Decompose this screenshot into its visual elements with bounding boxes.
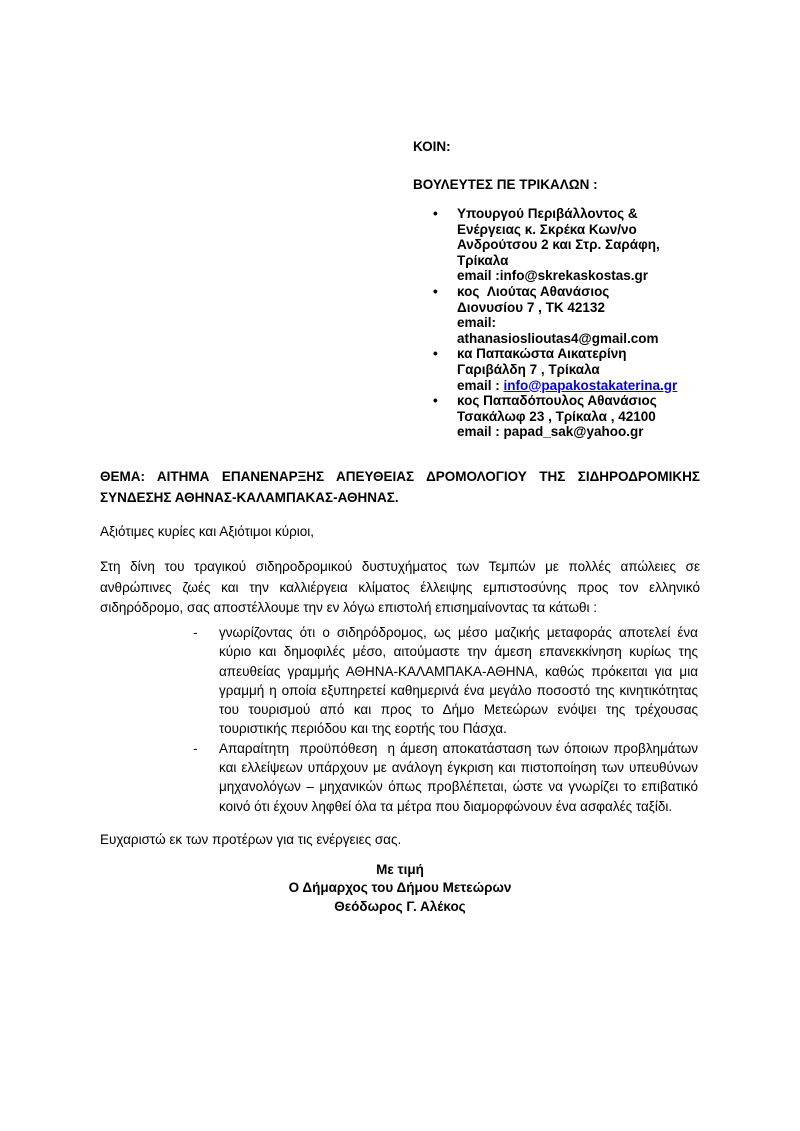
dash-icon: - bbox=[193, 625, 198, 640]
bullet-icon: • bbox=[433, 393, 438, 409]
recipient-item bbox=[413, 206, 703, 284]
recipient-email: email : papad_sak@yahoo.gr bbox=[457, 424, 644, 440]
recipient-list bbox=[413, 206, 703, 440]
recipient-line: Τσακάλωφ 23 , Τρίκαλα , 42100 bbox=[457, 408, 656, 424]
point-item bbox=[193, 623, 698, 739]
salutation: Αξιότιμες κυρίες και Αξιότιμοι κύριοι, bbox=[100, 524, 315, 539]
recipient-line: κος Λιούτας Αθανάσιος bbox=[457, 283, 610, 299]
signature-salute: Με τιμή bbox=[376, 862, 424, 877]
point-text: γνωρίζοντας ότι ο σιδηρόδρομος, ως μέσο μαζικής μεταφοράς αποτελεί ένα κύριο και δημοφιλές μέσο, αιτούμαστε την άμεση επανεκκίνηση κυρίως της απευθείας γραμμής ΑΘΗΝΑ-ΚΑΛΑΜΠΑΚΑ-ΑΘΗΝΑ, καθώς πρόκειται για μια γραμμή η οποία εξυπηρετεί καθημερινά ένα μεγάλο ποσοστό της κινητικότητας του τουρισμού από και προς το Δήμο Μετεώρων ενόψει της τρέχουσας τουριστικής περιόδου και της εορτής του Πάσχα. bbox=[219, 625, 698, 737]
recipient-email: email :info@skrekaskostas.gr bbox=[457, 268, 648, 284]
cc-block bbox=[413, 139, 703, 440]
email-link[interactable]: info@papakostakaterina.gr bbox=[503, 377, 678, 393]
bullet-icon: • bbox=[433, 206, 438, 221]
point-item bbox=[193, 739, 698, 816]
recipient-line: Γαριβάλδη 7 , Τρίκαλα bbox=[457, 361, 600, 377]
cc-label: ΚΟΙΝ: bbox=[413, 139, 451, 154]
bullet-icon: • bbox=[433, 346, 438, 362]
recipient-line: Ενέργειας κ. Σκρέκα Κων/νο bbox=[457, 221, 637, 237]
recipient-email bbox=[457, 378, 703, 394]
recipient-item bbox=[413, 346, 703, 393]
recipient-line: Τρίκαλα bbox=[457, 252, 509, 268]
recipient-line: κα Παπακώστα Αικατερίνη bbox=[457, 346, 627, 362]
email-prefix: email : bbox=[457, 377, 504, 393]
bullet-icon: • bbox=[433, 283, 438, 299]
recipient-line: Διονυσίου 7 , ΤΚ 42132 bbox=[457, 299, 605, 315]
intro-paragraph: Στη δίνη του τραγικού σιδηροδρομικού δυστυχήματος των Τεμπών με πολλές απώλειες σε ανθρώπινες ζωές και την καλλιέργεια κλίματος έλλειψης εμπιστοσύνης προς τον ελληνικό σιδηρόδρομο, σας αποστέλλουμε την εν λόγω επιστολή επισημαίνοντας τα κάτωθι : bbox=[100, 559, 700, 616]
recipient-line: κος Παπαδόπουλος Αθανάσιος bbox=[457, 393, 657, 409]
cc-heading: ΒΟΥΛΕΥΤΕΣ ΠΕ ΤΡΙΚΑΛΩΝ : bbox=[413, 177, 598, 192]
points-list bbox=[193, 623, 698, 816]
dash-icon: - bbox=[193, 740, 198, 756]
signature-title: Ο Δήμαρχος του Δήμου Μετεώρων bbox=[288, 880, 512, 896]
signature-name: Θεόδωρος Γ. Αλέκος bbox=[334, 898, 466, 914]
recipient-item bbox=[413, 393, 703, 440]
point-text: Απαραίτητη προϋπόθεση η άμεση αποκατάσταση των όποιων προβλημάτων και ελλείψεων υπάρχουν με ανάλογη έγκριση και πιστοποίηση των υπευθύνων μηχανολόγων – μηχανικών όπως προβλέπεται, ώστε να γνωρίζει το επιβατικό κοινό ότι έχουν ληφθεί όλα τα μέτρα που διαμορφώνουν ένα ασφαλές ταξίδι. bbox=[219, 740, 698, 814]
recipient-email: athanasioslioutas4@gmail.com bbox=[457, 330, 659, 346]
recipient-item bbox=[413, 284, 703, 346]
signature-block bbox=[100, 861, 700, 916]
subject-line: ΘΕΜΑ: ΑΙΤΗΜΑ ΕΠΑΝΕΝΑΡΞΗΣ ΑΠΕΥΘΕΙΑΣ ΔΡΟΜΟΛΟΓΙΟΥ ΤΗΣ ΣΙΔΗΡΟΔΡΟΜΙΚΗΣ ΣΥΝΔΕΣΗΣ ΑΘΗΝΑΣ-ΚΑΛΑΜΠΑΚΑΣ-ΑΘΗΝΑΣ. bbox=[100, 469, 700, 505]
recipient-line: Ανδρούτσου 2 και Στρ. Σαράφη, bbox=[457, 237, 660, 253]
recipient-email: email: bbox=[457, 315, 497, 331]
closing-line: Ευχαριστώ εκ των προτέρων για τις ενέργειες σας. bbox=[100, 832, 402, 847]
recipient-line: Υπουργού Περιβάλλοντος & bbox=[457, 206, 638, 221]
